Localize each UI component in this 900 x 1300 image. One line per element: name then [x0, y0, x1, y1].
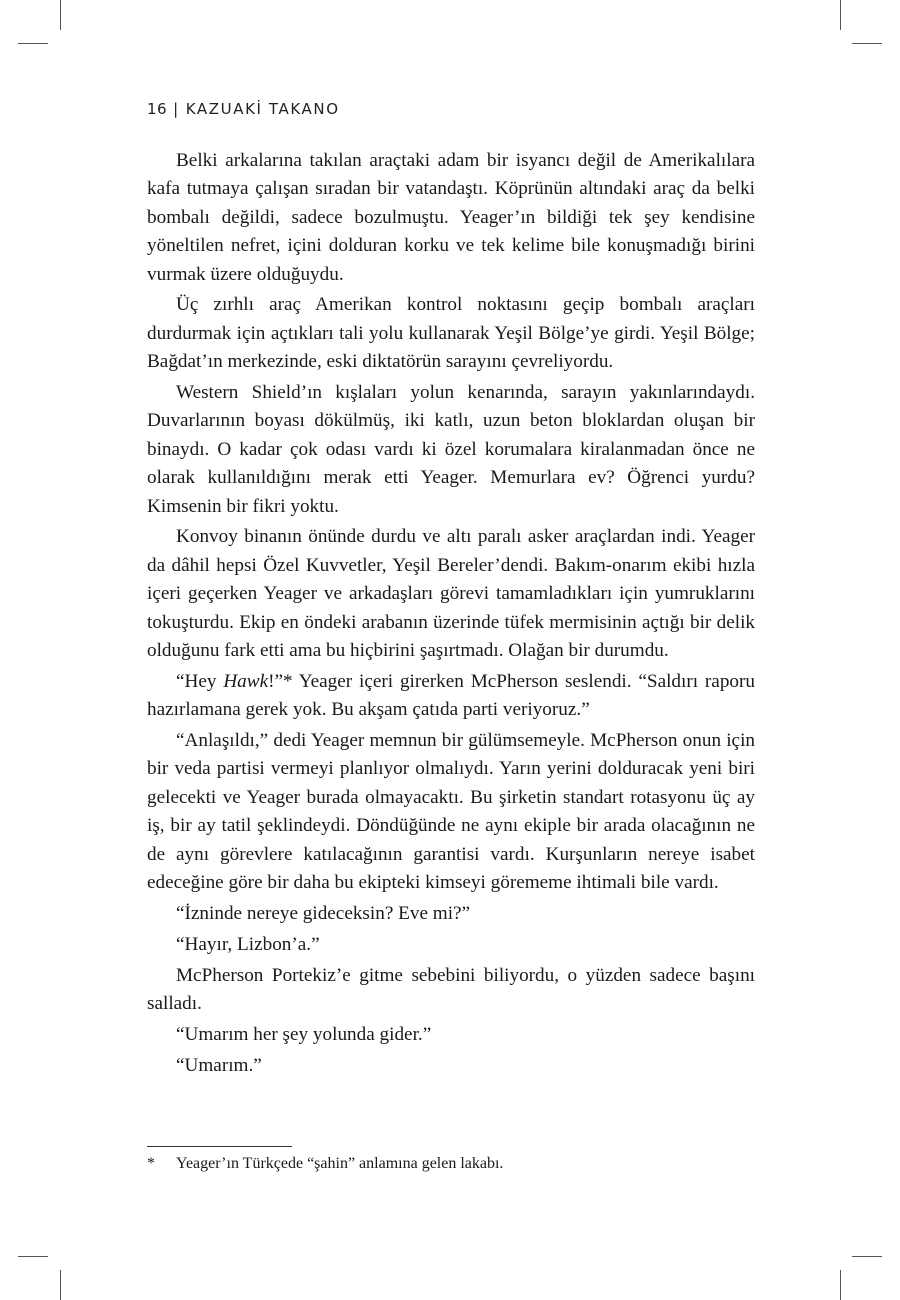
crop-mark-top-right: [840, 0, 841, 30]
dialogue-rest: !”* Yeager içeri girerken McPherson seslendi. “Saldırı raporu hazırlamana gerek yok. Bu akşam çatıda parti veriyoruz.”: [147, 670, 755, 721]
header-separator: |: [173, 100, 180, 118]
running-header: [147, 100, 340, 118]
paragraph: “İzninde nereye gideceksin? Eve mi?”: [176, 902, 471, 924]
crop-mark-top-right-horizontal: [852, 43, 882, 44]
crop-mark-top-left: [60, 0, 61, 30]
paragraph-hawk: [147, 668, 755, 725]
paragraph: Belki arkalarına takılan araçtaki adam bir isyancı değil de Amerikalılara kafa tutmaya çalışan sıradan bir vatandaştı. Köprünün altındaki araç da belki bombalı değildi, sadece bozulmuştu. Yeager’ın bildiği tek şey kendisine yöneltilen nefret, içini dolduran korku ve tek kelime bile konuşmadığı birini vurmak üzere olduğuydu.: [147, 150, 755, 285]
footnote-mark: *: [147, 1155, 155, 1172]
footnote-rule: [147, 1146, 292, 1147]
author-name: KAZUAKİ TAKANO: [185, 100, 340, 118]
paragraph: McPherson Portekiz’e gitme sebebini biliyordu, o yüzden sadece başını salladı.: [147, 964, 755, 1014]
page-number: 16: [147, 100, 168, 118]
paragraph: “Umarım.”: [176, 1054, 262, 1076]
body-text: [147, 147, 755, 1082]
paragraph: Üç zırhlı araç Amerikan kontrol noktasını geçip bombalı araçları durdurmak için açtıkları tali yolu kullanarak Yeşil Bölge’ye girdi. Yeşil Bölge; Bağdat’ın merkezinde, eski diktatörün sarayını çevreliyordu.: [147, 294, 755, 373]
paragraph: “Anlaşıldı,” dedi Yeager memnun bir gülümsemeyle. McPherson onun için bir veda partisi vermeyi planlıyor olmalıydı. Yarın yerini dolduracak yeni biri gelecekti ve Yeager burada olmayacaktı. Bu şirketin standart rotasyonu üç ay iş, bir ay tatil şeklindeydi. Döndüğünde ne aynı ekiple bir arada olacağının ne de aynı görevlere katılacağının garantisi vardı. Kurşunların nereye isabet edeceğine göre bir daha bu ekipteki kimseyi görememe ihtimali bile vardı.: [147, 730, 755, 894]
italic-hawk: Hawk: [223, 670, 269, 692]
paragraph: “Umarım her şey yolunda gider.”: [176, 1023, 432, 1045]
crop-mark-top-left-horizontal: [18, 43, 48, 44]
footnote-text: Yeager’ın Türkçede “şahin” anlamına gelen lakabı.: [176, 1155, 504, 1172]
paragraph: Western Shield’ın kışlaları yolun kenarında, sarayın yakınlarındaydı. Duvarlarının boyası dökülmüş, iki katlı, uzun beton bloklardan oluşan bir binaydı. O kadar çok odası vardı ki özel korumalara kiralanmadan önce ne olarak kullanıldığını merak etti Yeager. Memurlara ev? Öğrenci yurdu? Kimsenin bir fikri yoktu.: [147, 382, 755, 517]
footnote: [147, 1153, 503, 1175]
paragraph: “Hayır, Lizbon’a.”: [176, 933, 320, 955]
crop-mark-bottom-right: [840, 1270, 841, 1300]
crop-mark-bottom-right-horizontal: [852, 1256, 882, 1257]
paragraph: Konvoy binanın önünde durdu ve altı paralı asker araçlardan indi. Yeager da dâhil hepsi Özel Kuvvetler, Yeşil Bereler’dendi. Bakım-onarım ekibi hızla içeri geçerken Yeager ve arkadaşları görevi tamamladıkları için yumruklarını tokuşturdu. Ekip en öndeki arabanın üzerinde tüfek mermisinin açtığı bir delik olduğunu fark etti ama bu hiçbirini şaşırtmadı. Olağan bir durumdu.: [147, 526, 755, 662]
dialogue-open: “Hey: [176, 670, 224, 692]
crop-mark-bottom-left: [60, 1270, 61, 1300]
crop-mark-bottom-left-horizontal: [18, 1256, 48, 1257]
